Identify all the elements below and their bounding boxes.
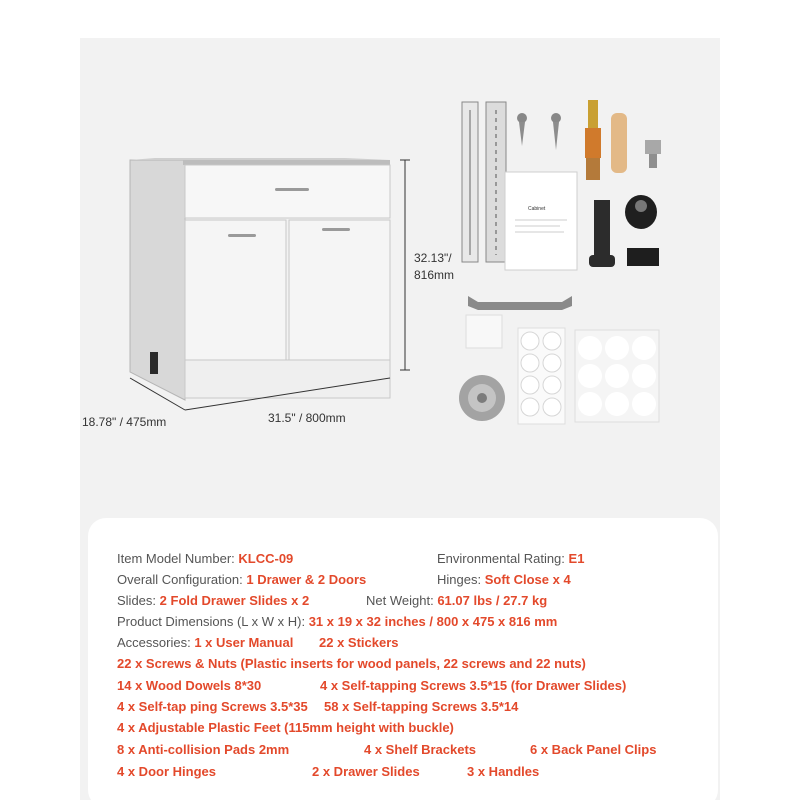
wood-dowel-icon <box>611 113 627 173</box>
height-mm-label: 816mm <box>414 268 455 282</box>
accessory-drawer-slides-row <box>312 764 420 780</box>
accessory-handles-row <box>467 764 539 780</box>
model-value: KLCC-09 <box>238 551 294 566</box>
accessory-screws-nuts-row <box>117 656 586 672</box>
accessory-pads-row <box>117 742 289 758</box>
slides-label: Slides: <box>117 593 157 608</box>
felt-stickers-icon <box>575 330 659 422</box>
spec-accessories-row <box>117 635 293 651</box>
accessory-pads: 8 x Anti-collision Pads 2mm <box>117 742 290 757</box>
accessory-dowels-row <box>117 678 261 694</box>
accessory-drawer-slides: 2 x Drawer Slides <box>312 764 420 779</box>
spec-dimensions-row <box>117 614 557 630</box>
accessory-self-tap-14-row <box>324 699 518 715</box>
anti-collision-pads-icon <box>518 328 565 424</box>
accessory-brackets: 4 x Shelf Brackets <box>364 742 477 757</box>
shelf-bracket-icon <box>645 140 661 168</box>
accessory-self-tap-35: 4 x Self-tap ping Screws 3.5*35 <box>117 699 308 714</box>
cam-lock-icon <box>459 375 505 421</box>
width-label: 31.5" / 800mm <box>268 411 346 425</box>
plastic-insert-icon <box>585 100 601 180</box>
spec-slides-row <box>117 593 309 609</box>
accessory-door-hinges-row <box>117 764 216 780</box>
hinges-value: Soft Close x 4 <box>484 572 571 587</box>
height-label: 32.13"/ <box>414 251 452 265</box>
accessory-self-tap-35-row <box>117 699 308 715</box>
spec-hinges-row <box>437 572 571 588</box>
dimensions-label: Product Dimensions (L x W x H): <box>117 614 306 629</box>
weight-value: 61.07 lbs / 27.7 kg <box>437 593 548 608</box>
accessory-dowels: 14 x Wood Dowels 8*30 <box>117 678 262 693</box>
sticker-sheet-icon <box>466 315 502 348</box>
adjustable-foot-icon <box>589 200 615 267</box>
slides-value: 2 Fold Drawer Slides x 2 <box>159 593 310 608</box>
drawer-slide-icon <box>462 102 506 262</box>
model-label: Item Model Number: <box>117 551 235 566</box>
rating-label: Environmental Rating: <box>437 551 565 566</box>
accessory-brackets-row <box>364 742 476 758</box>
accessory-feet-row <box>117 720 454 736</box>
user-manual-icon <box>505 172 577 270</box>
accessory-handles: 3 x Handles <box>467 764 540 779</box>
accessory-self-tap-15-row <box>320 678 626 694</box>
hinges-label: Hinges: <box>437 572 482 587</box>
spec-stickers-row <box>319 635 399 651</box>
accessory-self-tap-14: 58 x Self-tapping Screws 3.5*14 <box>324 699 519 714</box>
accessory-clips-row <box>530 742 656 758</box>
manual-title: Cabinet <box>528 206 546 212</box>
accessory-feet: 4 x Adjustable Plastic Feet (115mm height with buckle) <box>117 720 454 735</box>
rating-value: E1 <box>568 551 585 566</box>
accessory-stickers: 22 x Stickers <box>319 635 399 650</box>
dimensions-value: 31 x 19 x 32 inches / 800 x 475 x 816 mm <box>308 614 558 629</box>
depth-label: 18.78" / 475mm <box>82 415 167 429</box>
spec-model-row <box>117 551 293 567</box>
accessory-clips: 6 x Back Panel Clips <box>530 742 657 757</box>
config-value: 1 Drawer & 2 Doors <box>246 572 367 587</box>
door-hinge-icon <box>627 248 659 266</box>
accessory-screws-nuts: 22 x Screws & Nuts (Plastic inserts for wood panels, 22 screws and 22 nuts) <box>117 656 586 671</box>
accessory-door-hinges: 4 x Door Hinges <box>117 764 216 779</box>
spec-weight-row <box>366 593 547 609</box>
back-panel-clip-icon <box>625 195 657 229</box>
accessory-user-manual: 1 x User Manual <box>194 635 294 650</box>
spec-config-row <box>117 572 366 588</box>
spec-rating-row <box>437 551 584 567</box>
handle-icon <box>468 296 572 310</box>
config-label: Overall Configuration: <box>117 572 243 587</box>
screw-icon <box>517 113 561 150</box>
accessories-label: Accessories: <box>117 635 191 650</box>
weight-label: Net Weight: <box>366 593 434 608</box>
accessory-self-tap-15: 4 x Self-tapping Screws 3.5*15 (for Drawer Slides) <box>320 678 627 693</box>
